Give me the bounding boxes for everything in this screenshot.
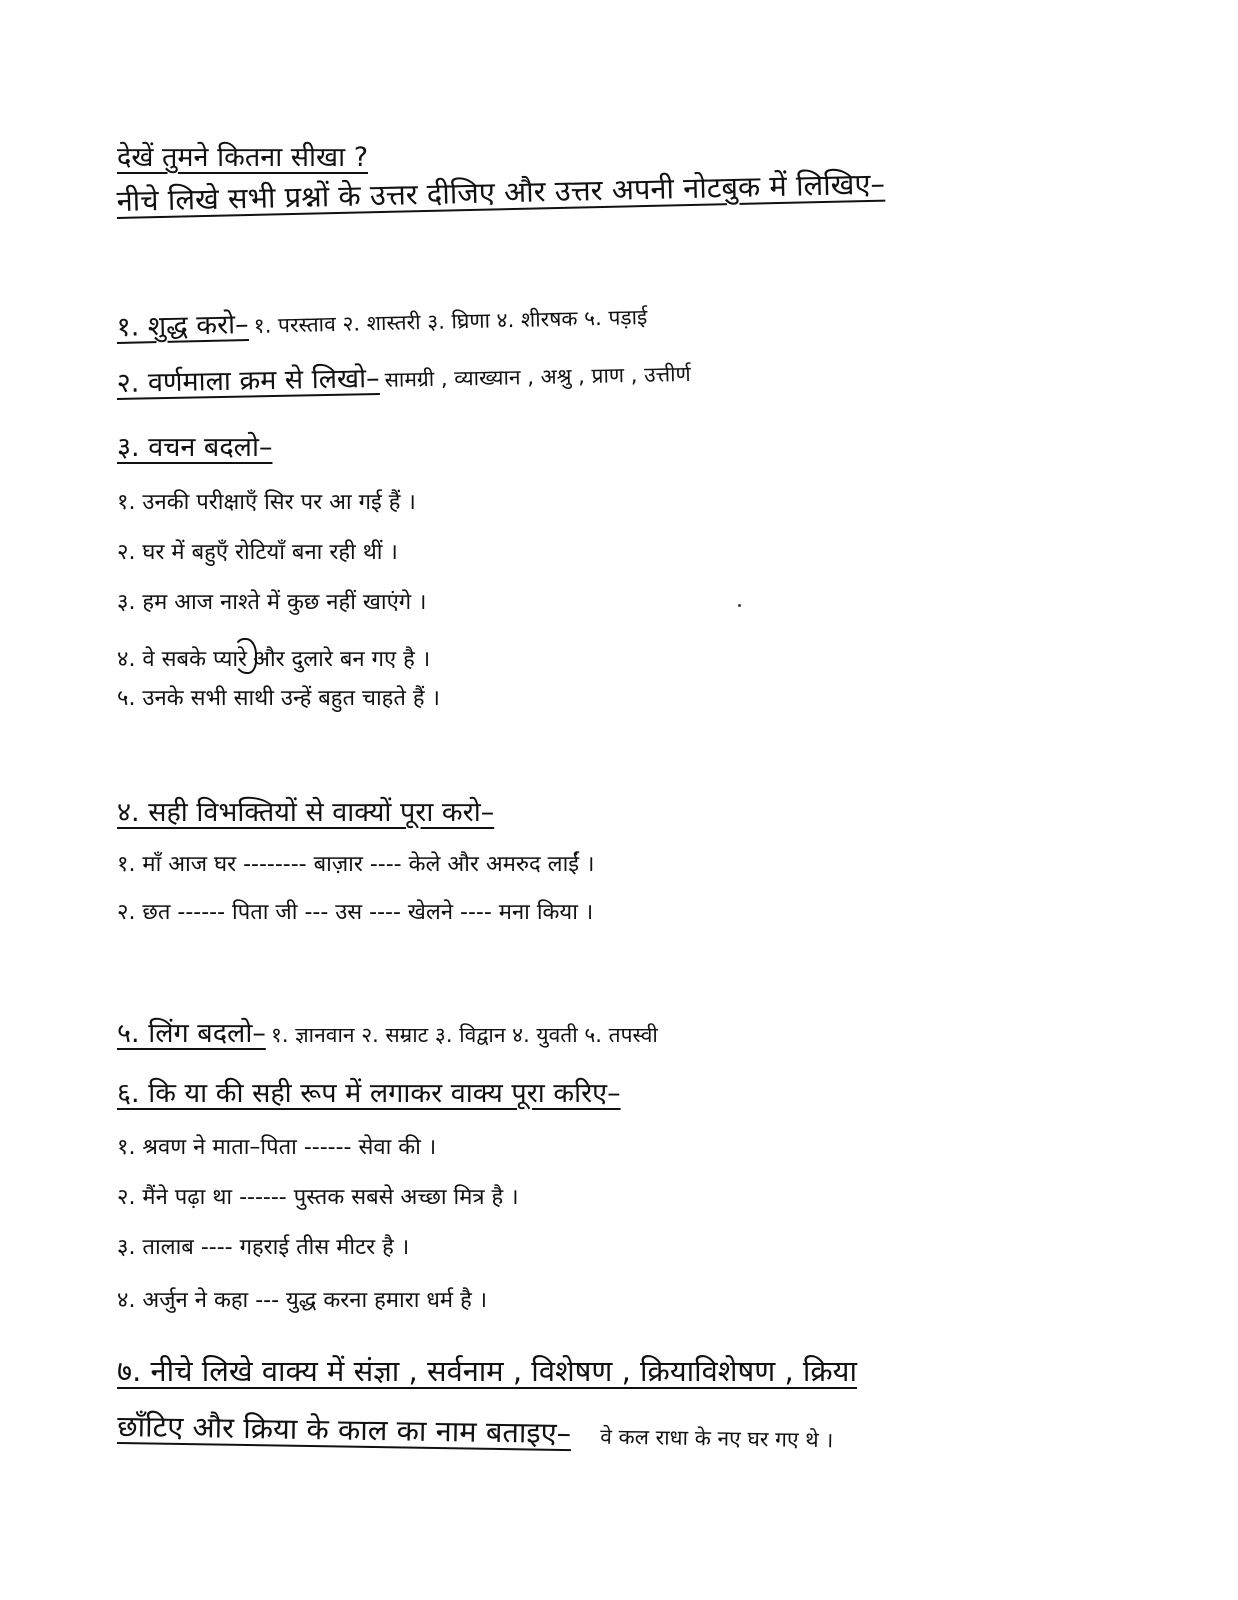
question-7-sentence: वे कल राधा के नए घर गए थे । (600, 1424, 834, 1453)
question-5 (117, 1018, 658, 1049)
question-1 (116, 300, 647, 343)
question-1-items: १. परस्ताव २. शास्तरी ३. घ्रिणा ४. शीरषक ५. पड़ाई (253, 304, 648, 338)
question-6-item: १. श्रवण ने माता–पिता ------ सेवा की । (117, 1135, 437, 1160)
question-2 (116, 357, 691, 399)
instruction-heading: नीचे लिखे सभी प्रश्नों के उत्तर दीजिए और उत्तर अपनी नोटबुक में लिखिए– (116, 166, 886, 219)
question-3-item (117, 638, 430, 674)
question-3-item: ३. हम आज नाश्ते में कुछ नहीं खाएंगे । (117, 590, 427, 615)
question-3-item: ५. उनके सभी साथी उन्हें बहुत चाहते हैं । (117, 686, 440, 711)
question-6-heading: ६. कि या की सही रूप में लगाकर वाक्य पूरा करिए– (117, 1078, 621, 1109)
question-5-heading: ५. लिंग बदलो– (117, 1018, 266, 1049)
question-4-heading: ४. सही विभक्तियों से वाक्यों पूरा करो– (117, 797, 495, 828)
question-6-item: ३. तालाब ---- गहराई तीस मीटर है । (117, 1235, 410, 1260)
question-3-item-part: और दुलारे बन गए है । (253, 647, 431, 672)
question-3-item-part: ४. वे सबके प्यारे (117, 647, 248, 672)
question-3-heading: ३. वचन बदलो– (117, 432, 273, 463)
question-2-heading: २. वर्णमाला क्रम से लिखो– (116, 362, 380, 399)
question-4-item: १. माँ आज घर -------- बाज़ार ---- केले और अमरुद लाईं । (117, 852, 595, 877)
question-7-heading-line1: ७. नीचे लिखे वाक्य में संज्ञा , सर्वनाम , विशेषण , क्रियाविशेषण , क्रिया (117, 1354, 858, 1388)
question-3-item: २. घर में बहुएँ रोटियाँ बना रही थीं । (117, 540, 398, 565)
question-7-line2 (117, 1410, 834, 1455)
page-title: देखें तुमने कितना सीखा ? (117, 142, 369, 173)
question-6-item: ४. अर्जुन ने कहा --- युद्ध करना हमारा धर्म है । (117, 1288, 488, 1313)
question-4-item: २. छत ------ पिता जी --- उस ---- खेलने ---- मना किया । (117, 900, 594, 925)
question-2-items: सामग्री , व्याख्यान , अश्रु , प्राण , उत्तीर्ण (384, 361, 691, 392)
question-3-item: १. उनकी परीक्षाएँ सिर पर आ गई हैं । (117, 490, 416, 515)
question-1-heading: १. शुद्ध करो– (116, 309, 249, 343)
scan-speck (738, 604, 741, 607)
question-5-items: १. ज्ञानवान २. सम्राट ३. विद्वान ४. युवती ५. तपस्वी (270, 1023, 658, 1047)
question-7-heading-line2: छाँटिए और क्रिया के काल का नाम बताइए– (117, 1409, 572, 1451)
question-6-item: २. मैंने पढ़ा था ------ पुस्तक सबसे अच्छा मित्र है । (117, 1185, 519, 1210)
